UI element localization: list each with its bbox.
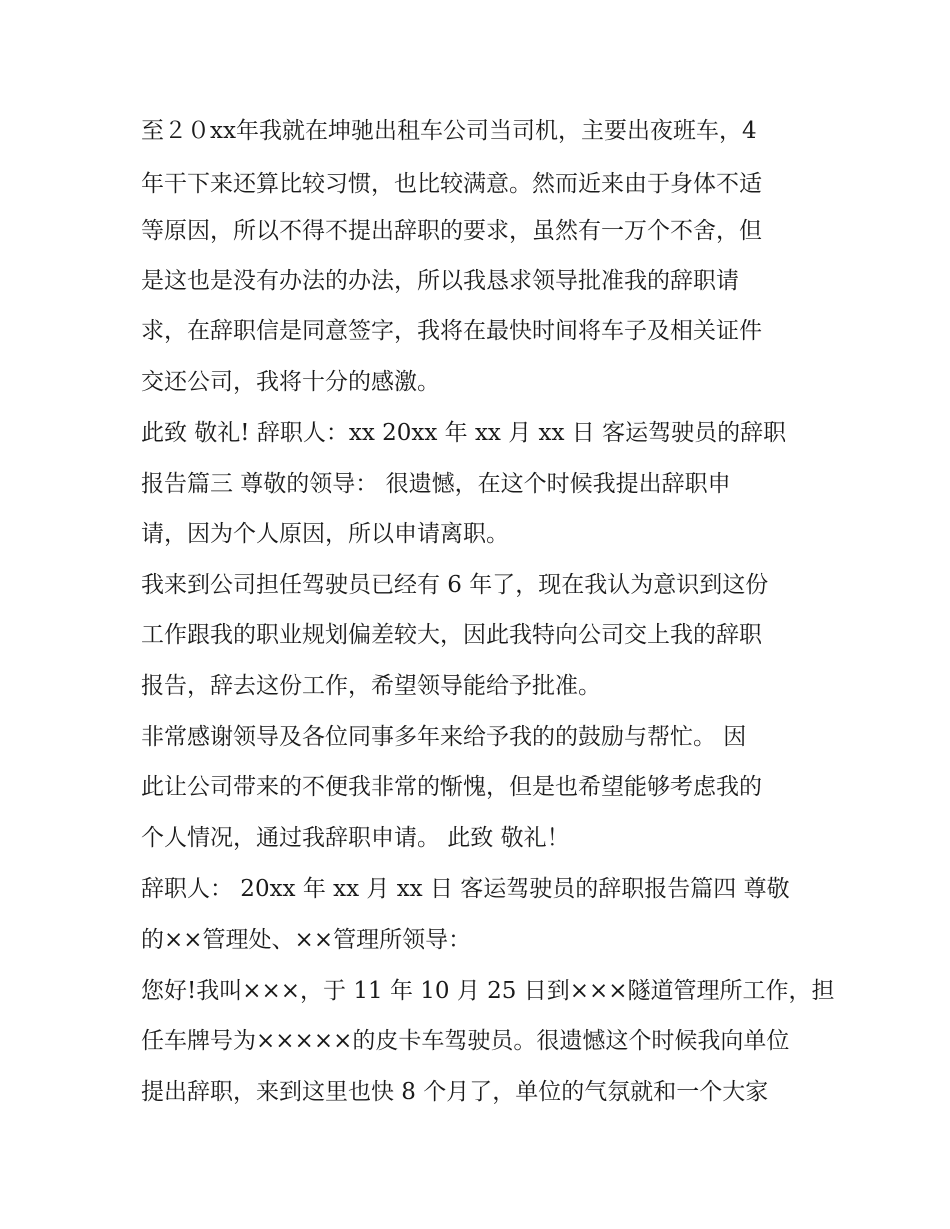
text-line: 工作跟我的职业规划偏差较大，因此我特向公司交上我的辞职 bbox=[141, 622, 762, 648]
text-line: 非常感谢领导及各位同事多年来给予我的的鼓励与帮忙。 因 bbox=[141, 724, 747, 750]
text-line: 的××管理处、××管理所领导： bbox=[141, 927, 472, 953]
text-line: 年干下来还算比较习惯，也比较满意。然而近来由于身体不适 bbox=[141, 171, 762, 197]
text-line: 任车牌号为×××××的皮卡车驾驶员。很遗憾这个时候我向单位 bbox=[141, 1028, 790, 1054]
text-line: 此致 敬礼! 辞职人：xx 20xx 年 xx 月 xx 日 客运驾驶员的辞职 bbox=[141, 420, 787, 446]
text-line: 提出辞职，来到这里也快 8 个月了，单位的气氛就和一个大家 bbox=[141, 1079, 769, 1105]
text-line: 此让公司带来的不便我非常的惭愧，但是也希望能够考虑我的 bbox=[141, 774, 762, 800]
text-line: 我来到公司担任驾驶员已经有 6 年了，现在我认为意识到这份 bbox=[141, 572, 769, 598]
text-line: 交还公司，我将十分的感激。 bbox=[141, 369, 440, 395]
text-line: 辞职人： 20xx 年 xx 月 xx 日 客运驾驶员的辞职报告篇四 尊敬 bbox=[141, 876, 790, 902]
text-line: 报告，辞去这份工作，希望领导能给予批准。 bbox=[141, 673, 601, 699]
text-line: 请，因为个人原因，所以申请离职。 bbox=[141, 521, 509, 547]
text-line: 求，在辞职信是同意签字，我将在最快时间将车子及相关证件 bbox=[141, 318, 762, 344]
text-line: 等原因，所以不得不提出辞职的要求，虽然有一万个不舍，但 bbox=[141, 218, 762, 244]
text-line: 个人情况，通过我辞职申请。 此致 敬礼！ bbox=[141, 825, 570, 851]
text-line: 是这也是没有办法的办法，所以我恳求领导批准我的辞职请 bbox=[141, 268, 739, 294]
text-line: 您好!我叫×××，于 11 年 10 月 25 日到×××隧道管理所工作，担 bbox=[141, 978, 835, 1004]
text-line: 至２０xx年我就在坤驰出租车公司当司机，主要出夜班车，4 bbox=[141, 118, 757, 144]
text-line: 报告篇三 尊敬的领导： 很遗憾，在这个时候我提出辞职申 bbox=[141, 471, 731, 497]
